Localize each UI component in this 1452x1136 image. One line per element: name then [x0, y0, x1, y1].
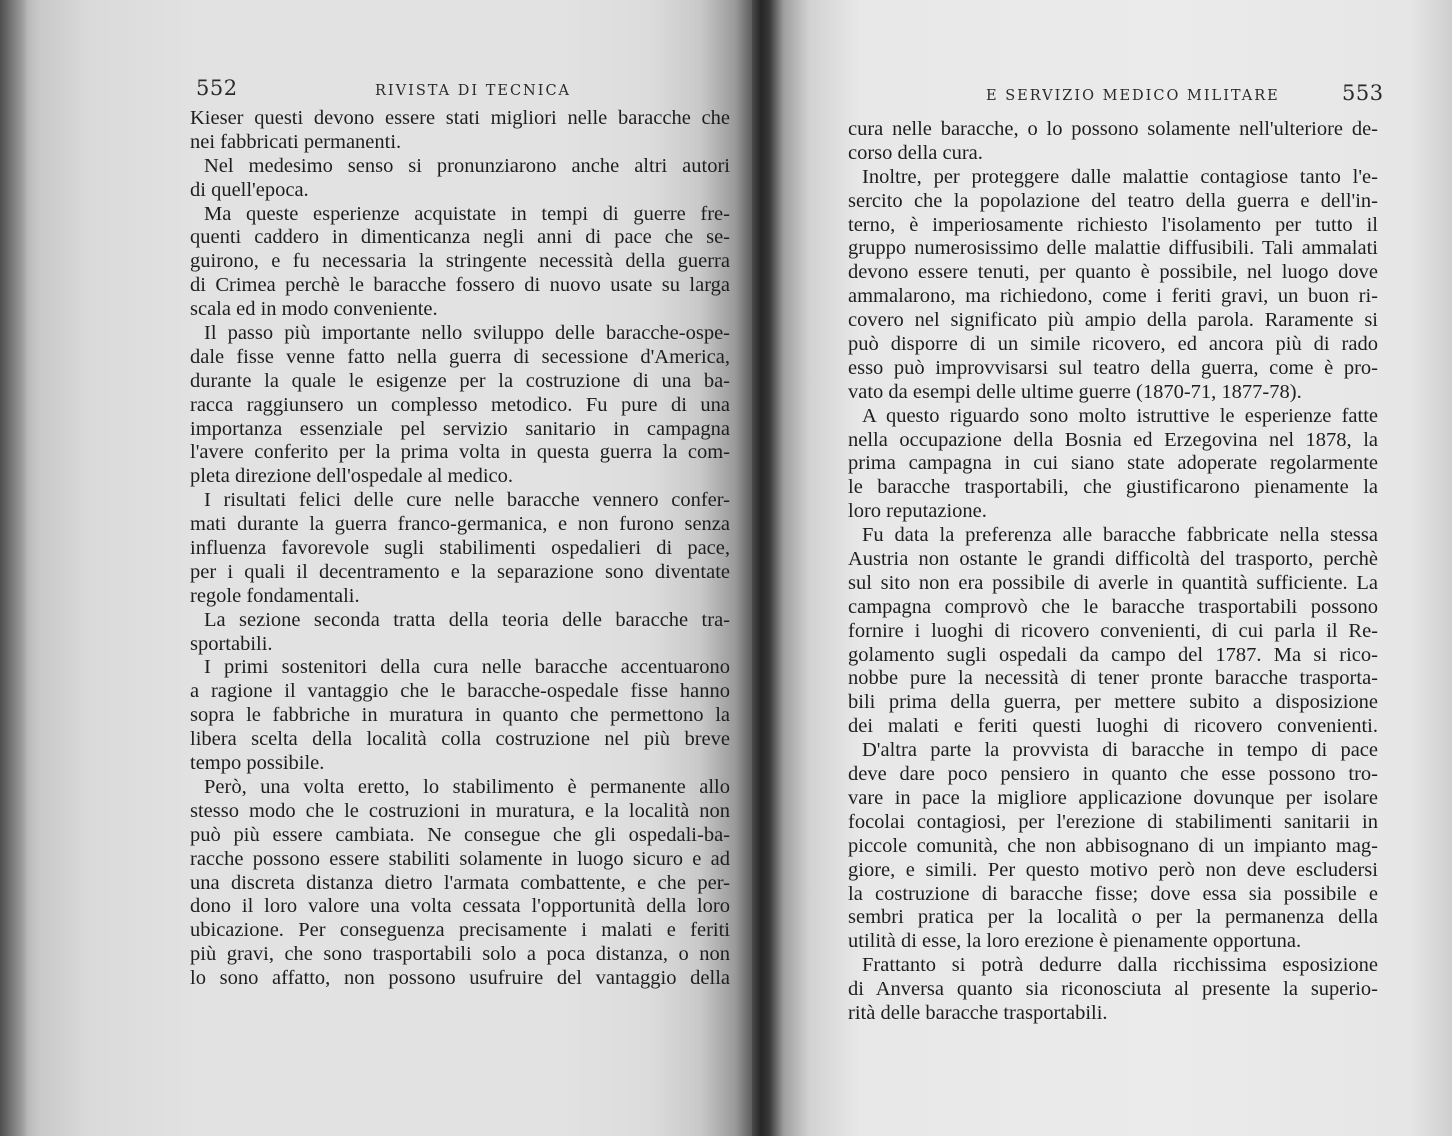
text-line: I primi sostenitori della cura nelle baracche accentuarono	[204, 656, 730, 679]
text-line: tempo possibile.	[190, 752, 325, 775]
text-line: la costruzione di baracche fisse; dove essa sia possibile e	[848, 882, 1378, 905]
text-line: campagna comprovò che le baracche trasportabili possono	[848, 595, 1378, 618]
text-line: vato da esempi delle ultime guerre (1870-71, 1877-78).	[848, 380, 1302, 403]
text-line: le baracche trasportabili, che giustificarono pienamente la	[848, 476, 1378, 499]
text-line: esso può improvvisarsi sul teatro della guerra, come è pro-	[848, 356, 1378, 379]
text-line: Kieser questi devono essere stati migliori nelle baracche che	[190, 107, 730, 129]
text-line: focolai contagiosi, per l'erezione di stabilimenti sanitarii in	[848, 810, 1378, 833]
right-page-number: 553	[1342, 81, 1384, 105]
text-line: piccole comunità, che non abbisognano di un impianto mag-	[848, 834, 1378, 857]
text-line: guirono, e fu necessaria la stringente necessità della guerra	[190, 250, 730, 273]
text-line: lo sono affatto, non possono usufruire del vantaggio della	[190, 967, 730, 990]
text-line: scala ed in modo conveniente.	[190, 298, 438, 321]
text-line: I risultati felici delle cure nelle baracche vennero confer-	[204, 489, 730, 512]
text-line: dei malati e feriti questi luoghi di ricovero convenienti.	[848, 715, 1378, 738]
text-line: loro reputazione.	[848, 500, 987, 523]
text-line: bili prima della guerra, per mettere subito a disposizione	[848, 691, 1378, 714]
text-line: Fu data la preferenza alle baracche fabbricate nella stessa	[862, 524, 1378, 547]
text-line: racche possono essere stabiliti solamente in luogo sicuro e ad	[190, 847, 730, 870]
text-line: Inoltre, per proteggere dalle malattie contagiose tanto l'e-	[862, 165, 1378, 188]
text-line: può disporre di un simile ricovero, ed ancora più di rado	[848, 333, 1378, 356]
text-line: sul sito non era possibile di averle in quantità sufficiente. La	[848, 571, 1378, 594]
text-line: per i quali il decentramento e la separazione sono diventate	[190, 560, 730, 583]
text-line: giore, e simili. Per questo motivo però non deve escludersi	[848, 858, 1378, 881]
text-line: di quell'epoca.	[190, 178, 309, 201]
text-line: ammalarono, ma richiedono, come i feriti gravi, un buon ri-	[848, 285, 1378, 308]
text-line: fornire i luoghi di ricovero convenienti, di cui parla il Re-	[848, 619, 1378, 642]
text-line: ubicazione. Per conseguenza precisamente i malati e feriti	[190, 919, 730, 942]
text-line: di Crimea perchè le baracche fossero di nuovo usate su larga	[190, 274, 730, 297]
text-line: pleta direzione dell'ospedale al medico.	[190, 465, 514, 488]
text-line: cura nelle baracche, o lo possono solamente nell'ulteriore de-	[848, 118, 1378, 140]
text-line: Frattanto si potrà dedurre dalla ricchissima esposizione	[862, 954, 1378, 977]
left-body-text	[190, 107, 730, 991]
text-line: Ma queste esperienze acquistate in tempi di guerre fre-	[204, 202, 730, 225]
text-line: utilità di esse, la loro erezione è pienamente opportuna.	[848, 930, 1302, 953]
text-line: libera scelta della località colla costruzione nel più breve	[190, 728, 730, 751]
text-line: sercito che la popolazione del teatro della guerra e dell'in-	[848, 189, 1378, 212]
text-line: a ragione il vantaggio che le baracche-ospedale fisse hanno	[190, 680, 730, 703]
text-line: covero nel significato più ampio della parola. Raramente si	[848, 309, 1378, 332]
text-line: può più essere cambiata. Ne consegue che gli ospedali-ba-	[190, 823, 730, 846]
left-page-number: 552	[196, 76, 238, 100]
text-line: corso della cura.	[848, 141, 983, 164]
text-line: Nel medesimo senso si pronunziarono anche altri autori	[204, 154, 730, 177]
text-line: una discreta distanza dietro l'armata combattente, e che per-	[190, 871, 730, 894]
text-line: terno, è imperiosamente richiesto l'isolamento per tutto il	[848, 213, 1378, 236]
text-line: regole fondamentali.	[190, 584, 360, 607]
text-line: deve dare poco pensiero in quanto che esse possono tro-	[848, 763, 1378, 786]
text-line: Il passo più importante nello sviluppo delle baracche-ospe-	[204, 322, 730, 345]
right-body-text	[848, 118, 1378, 1026]
text-line: Però, una volta eretto, lo stabilimento è permanente allo	[204, 775, 730, 798]
text-line: sembri pratica per la località o per la permanenza della	[848, 906, 1378, 929]
text-line: mati durante la guerra franco-germanica, e non furono senza	[190, 513, 730, 536]
text-line: dale fisse venne fatto nella guerra di secessione d'America,	[190, 345, 730, 368]
text-line: D'altra parte la provvista di baracche in tempo di pace	[862, 739, 1378, 762]
right-page	[770, 0, 1452, 1136]
page-edge-shadow	[0, 0, 28, 1136]
text-line: nei fabbricati permanenti.	[190, 130, 402, 153]
text-line: Austria non ostante le grandi difficoltà del trasporto, perchè	[848, 548, 1378, 571]
text-line: nobbe pure la necessità di tener pronte baracche trasporta-	[848, 667, 1378, 690]
text-line: di Anversa quanto sia riconosciuta al presente la superio-	[848, 978, 1378, 1001]
book-gutter	[752, 0, 770, 1136]
text-line: nella occupazione della Bosnia ed Erzegovina nel 1878, la	[848, 428, 1378, 451]
text-line: La sezione seconda tratta della teoria delle baracche tra-	[204, 608, 730, 631]
text-line: l'avere conferito per la prima volta in questa guerra la com-	[190, 441, 730, 464]
text-line: vare in pace la migliore applicazione dovunque per isolare	[848, 786, 1378, 809]
text-line: durante la quale le esigenze per la costruzione di una ba-	[190, 369, 730, 392]
text-line: gruppo numerosissimo delle malattie diffusibili. Tali ammalati	[848, 237, 1378, 260]
text-line: dono il loro valore una volta cessata l'opportunità della loro	[190, 895, 730, 918]
text-line: racca raggiunsero un complesso metodico. Fu pure di una	[190, 393, 730, 416]
text-line: sopra le fabbriche in muratura in quanto che permettono la	[190, 704, 730, 727]
text-line: devono essere tenuti, per quanto è possibile, nel luogo dove	[848, 261, 1378, 284]
text-line: prima campagna in cui siano state adoperate regolarmente	[848, 452, 1378, 475]
text-line: A questo riguardo sono molto istruttive le esperienze fatte	[862, 404, 1378, 427]
text-line: sportabili.	[190, 632, 273, 655]
left-running-head: RIVISTA DI TECNICA	[375, 83, 572, 99]
right-running-head: E SERVIZIO MEDICO MILITARE	[986, 88, 1280, 104]
text-line: influenza favorevole sugli stabilimenti ospedalieri di pace,	[190, 537, 730, 560]
text-line: quenti caddero in dimenticanza negli anni di pace che se-	[190, 226, 730, 249]
text-line: importanza essenziale pel servizio sanitario in campagna	[190, 417, 730, 440]
text-line: stesso modo che le costruzioni in muratura, e la località non	[190, 799, 730, 822]
text-line: golamento sugli ospedali da campo del 1787. Ma si rico-	[848, 643, 1378, 666]
text-line: più gravi, che sono trasportabili solo a poca distanza, o non	[190, 943, 730, 966]
text-line: rità delle baracche trasportabili.	[848, 1001, 1108, 1024]
